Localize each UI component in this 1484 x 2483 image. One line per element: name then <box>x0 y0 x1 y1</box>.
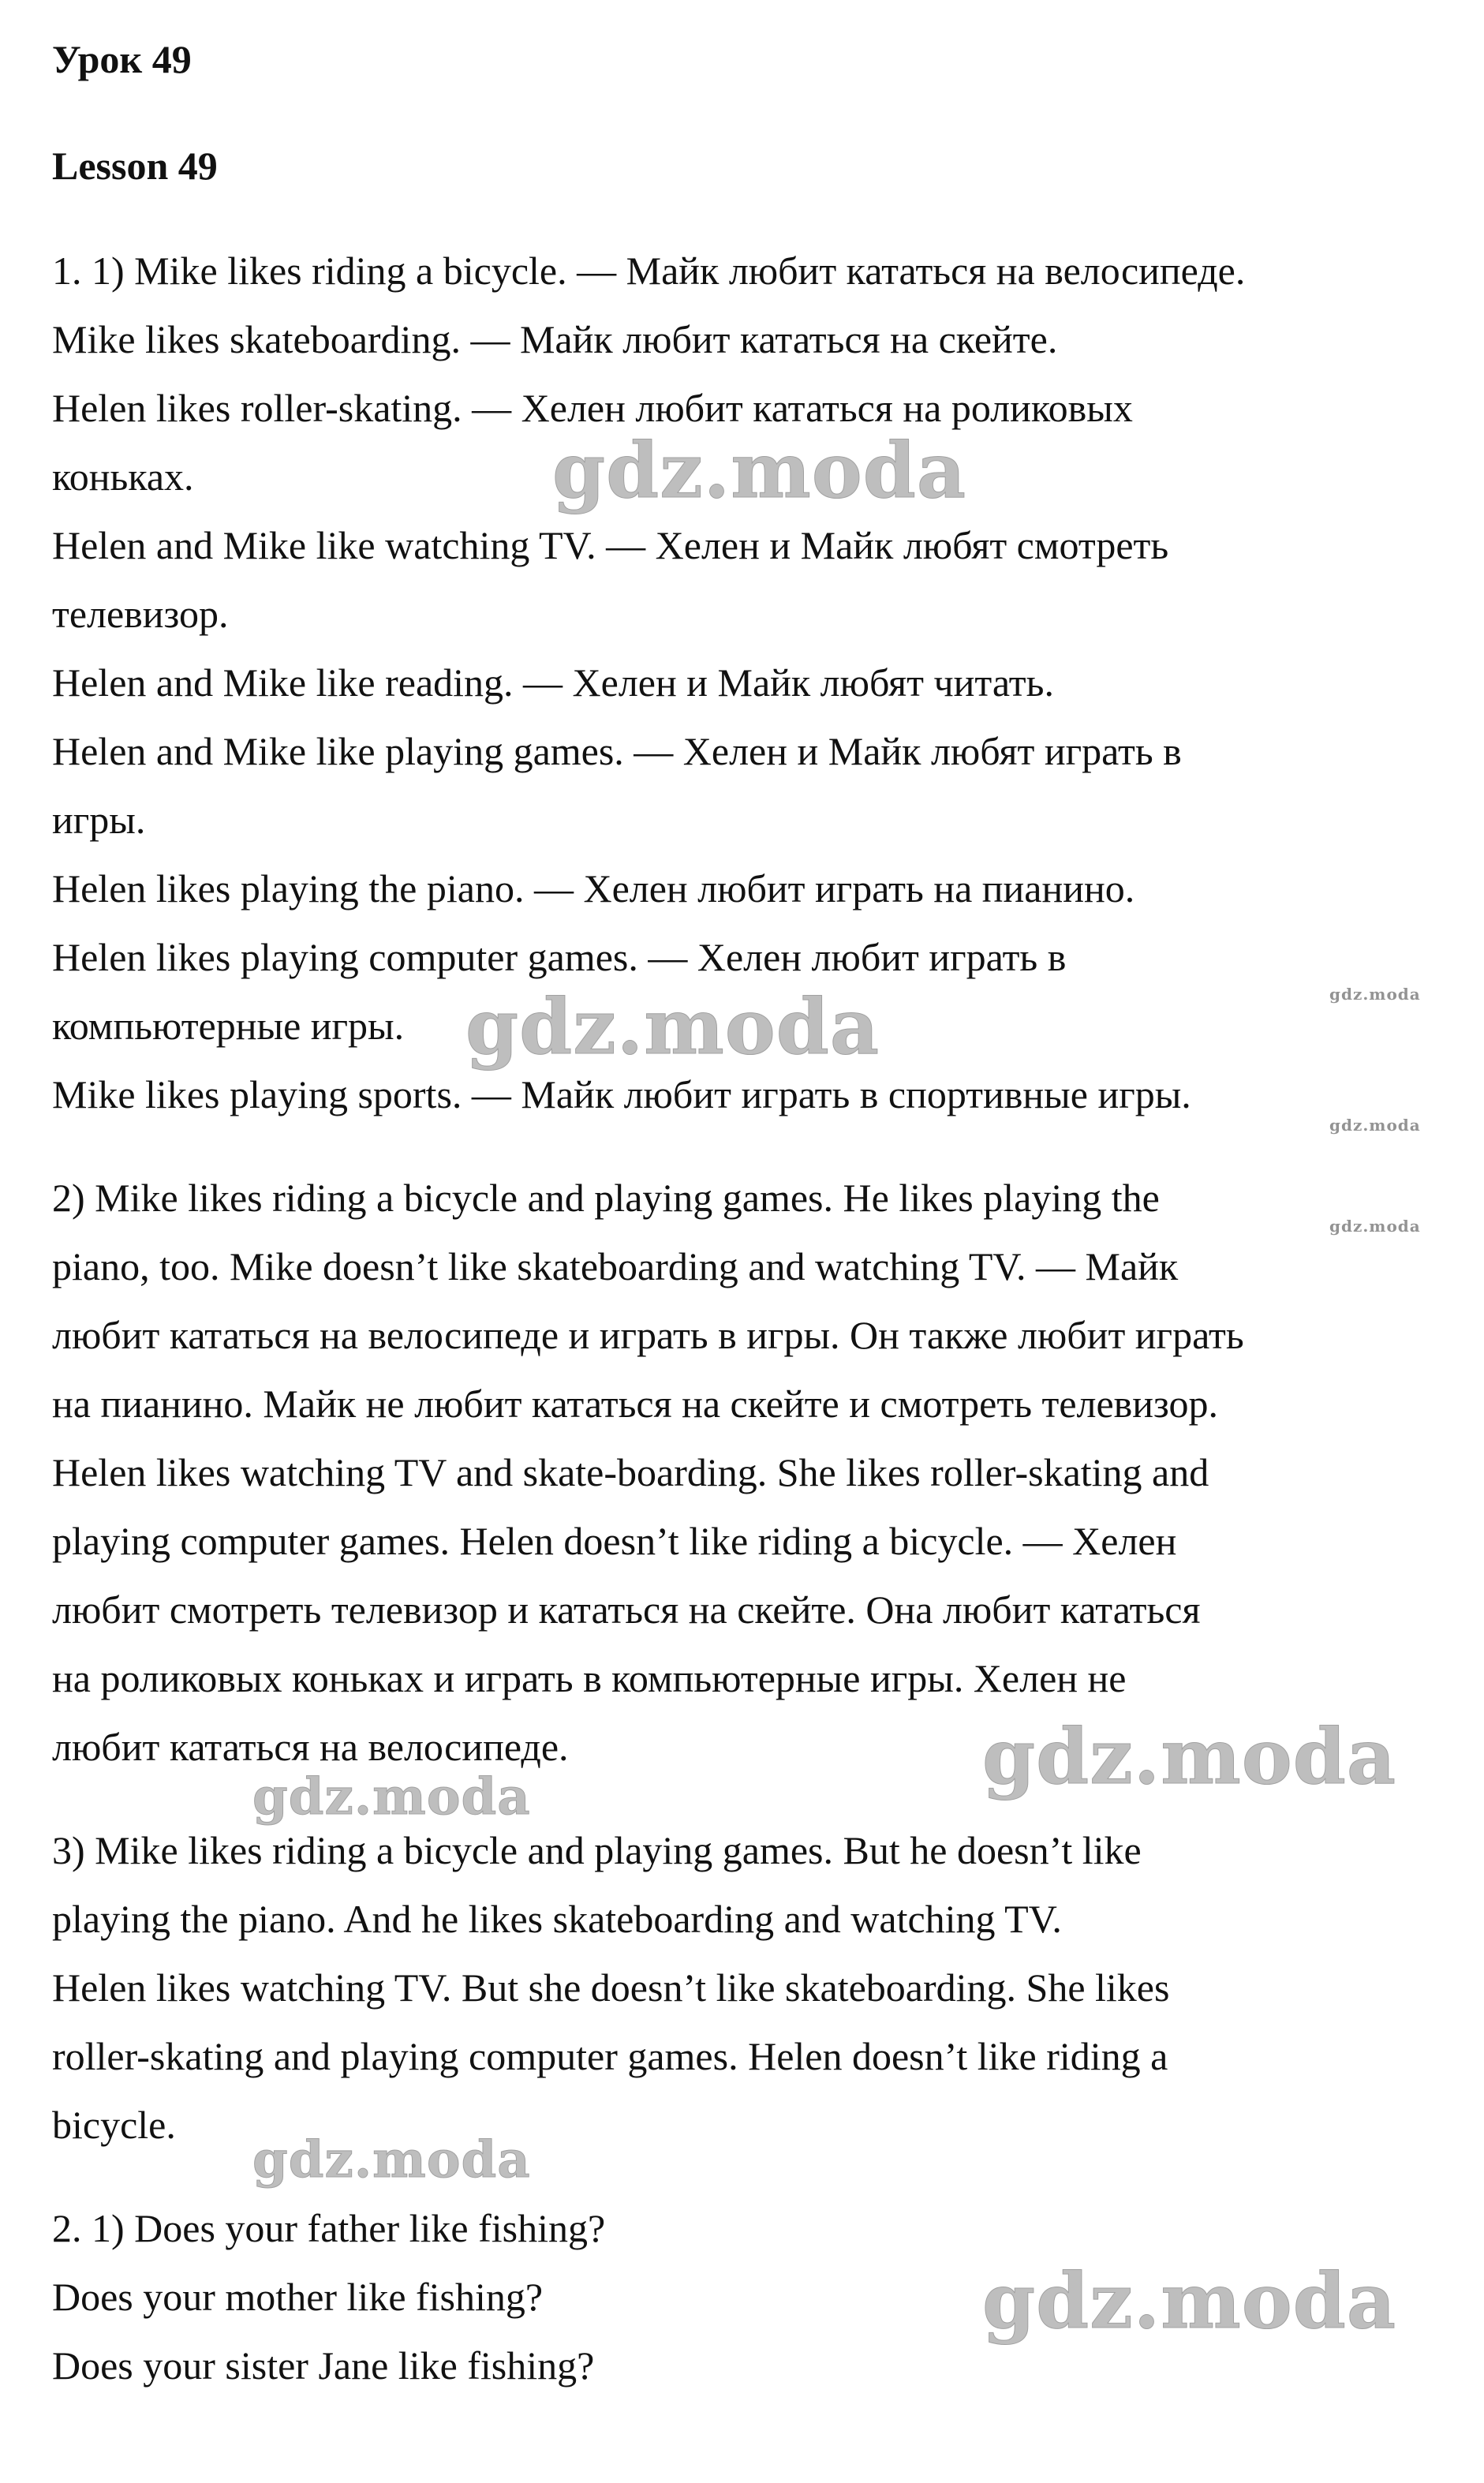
text-line: 2. 1) Does your father like fishing? <box>52 2206 606 2250</box>
watermark: gdz.moda <box>982 2257 1397 2346</box>
text-line: playing computer games. Helen doesn’t like riding a bicycle. — Хелен <box>52 1519 1177 1563</box>
text-line: компьютерные игры. <box>52 1004 405 1048</box>
text-line: Helen likes watching TV. But she doesn’t like skateboarding. She likes <box>52 1965 1170 2010</box>
exercise-1-part-3 <box>52 1816 1464 2160</box>
watermark: gdz.moda <box>552 426 967 515</box>
watermark: gdz.moda <box>1329 1116 1421 1135</box>
text-line: Helen and Mike like watching TV. — Хелен и Майк любят смотреть <box>52 523 1169 567</box>
watermark: gdz.moda <box>1329 985 1421 1004</box>
text-line: 1. 1) Mike likes riding a bicycle. — Майк любит кататься на велосипеде. <box>52 249 1246 293</box>
text-line: Mike likes skateboarding. — Майк любит кататься на скейте. <box>52 317 1058 361</box>
exercise-1-part-2 <box>52 1164 1464 1782</box>
watermark: gdz.moda <box>982 1712 1397 1801</box>
text-line: любит кататься на велосипеде и играть в игры. Он также любит играть <box>52 1313 1244 1357</box>
text-line: playing the piano. And he likes skateboarding and watching TV. <box>52 1897 1062 1941</box>
text-line: 2) Mike likes riding a bicycle and playing games. He likes playing the <box>52 1176 1160 1220</box>
watermark: gdz.moda <box>252 2130 531 2189</box>
text-line: bicycle. <box>52 2103 176 2147</box>
document-page <box>52 32 1464 2400</box>
text-line: Helen and Mike like playing games. — Хелен и Майк любят играть в <box>52 729 1182 773</box>
text-line: Does your sister Jane like fishing? <box>52 2343 595 2388</box>
text-line: любит смотреть телевизор и кататься на скейте. Она любит кататься <box>52 1587 1201 1632</box>
text-line: Helen likes watching TV and skate-boarding. She likes roller-skating and <box>52 1450 1209 1494</box>
lesson-title-ru: Урок 49 <box>52 37 192 81</box>
text-line: Helen likes roller-skating. — Хелен любит кататься на роликовых <box>52 386 1133 430</box>
exercise-1-part-1 <box>52 237 1464 1129</box>
text-line: 3) Mike likes riding a bicycle and playing games. But he doesn’t like <box>52 1828 1142 1872</box>
text-line: на пианино. Майк не любит кататься на скейте и смотреть телевизор. <box>52 1382 1219 1426</box>
watermark: gdz.moda <box>1329 1217 1421 1236</box>
text-line: Does your mother like fishing? <box>52 2275 544 2319</box>
text-line: Helen likes playing computer games. — Хелен любит играть в <box>52 935 1067 979</box>
text-line: игры. <box>52 798 146 842</box>
watermark: gdz.moda <box>465 982 880 1071</box>
text-line: на роликовых коньках и играть в компьютерные игры. Хелен не <box>52 1656 1127 1700</box>
text-line: Helen and Mike like reading. — Хелен и Майк любят читать. <box>52 660 1054 705</box>
lesson-title-en: Lesson 49 <box>52 144 218 188</box>
text-line: телевизор. <box>52 592 229 636</box>
text-line: roller-skating and playing computer games. Helen doesn’t like riding a <box>52 2034 1168 2078</box>
text-line: любит кататься на велосипеде. <box>52 1725 569 1769</box>
text-line: коньках. <box>52 454 194 499</box>
watermark: gdz.moda <box>252 1767 531 1827</box>
exercise-2 <box>52 2194 1464 2400</box>
text-line: Mike likes playing sports. — Майк любит играть в спортивные игры. <box>52 1072 1191 1116</box>
text-line: Helen likes playing the piano. — Хелен любит играть на пианино. <box>52 866 1135 911</box>
text-line: piano, too. Mike doesn’t like skateboarding and watching TV. — Майк <box>52 1244 1179 1288</box>
